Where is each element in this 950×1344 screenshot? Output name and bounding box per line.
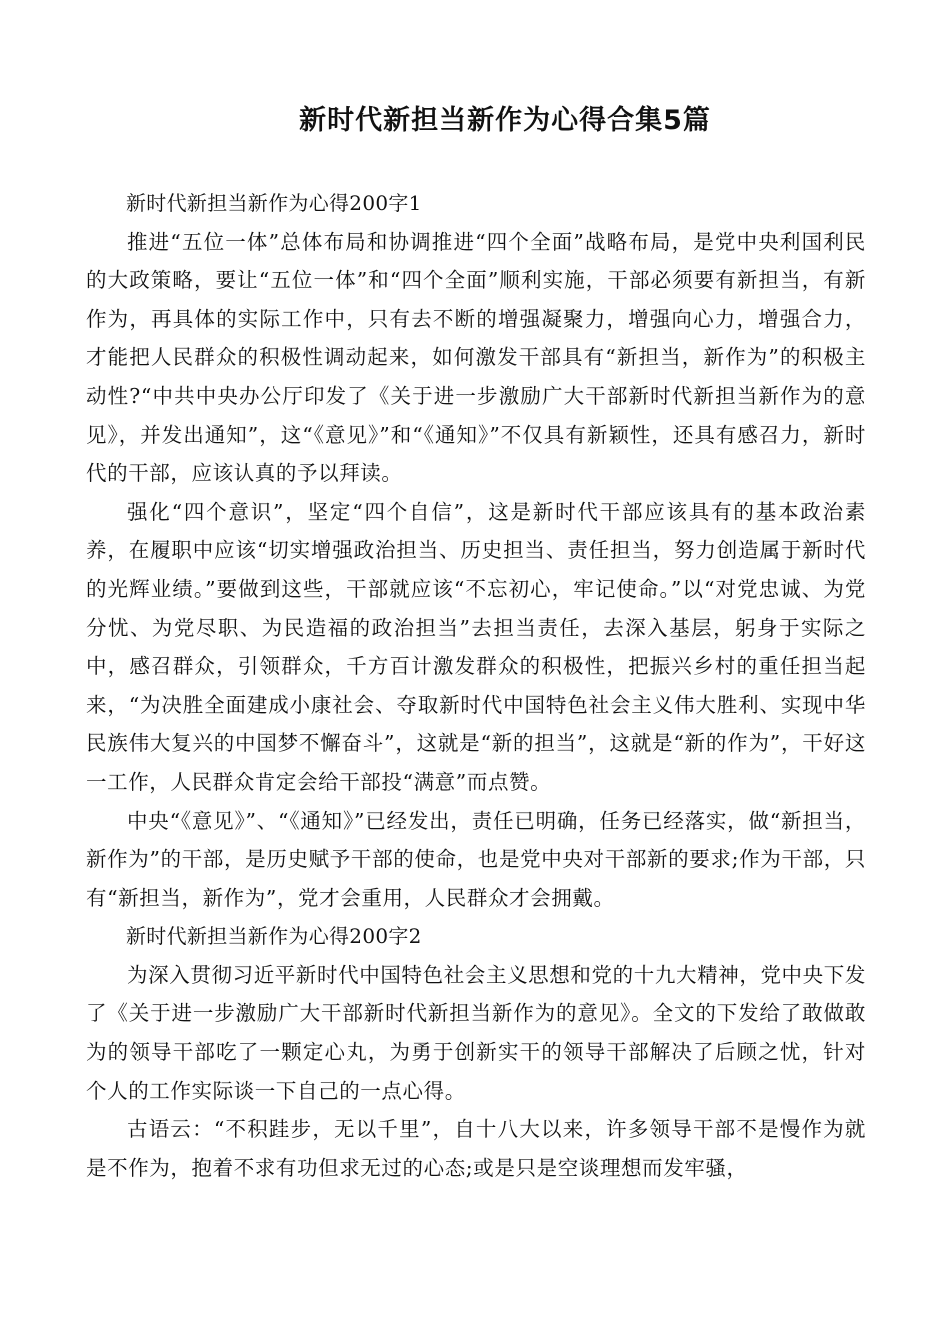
section-heading-2: 新时代新担当新作为心得200字2 bbox=[126, 924, 422, 949]
paragraph-2: 强化“四个意识”，坚定“四个自信”，这是新时代干部应该具有的基本政治素养，在履职中应该“切实增强政治担当、历史担当、责任担当，努力创造属于新时代的光辉业绩。”要做到这些，干部就应该“不忘初心，牢记使命。”以“对党忠诚、为党分忧、为党尽职、为民造福的政治担当”去担当责任，去深入基层，躬身于实际之中，感召群众，引领群众，千方百计激发群众的积极性，把振兴乡村的重任担当起来，“为决胜全面建成小康社会、夺取新时代中国特色社会主义伟大胜利、实现中华民族伟大复兴的中国梦不懈奋斗”，这就是“新的担当”，这就是“新的作为”，干好这一工作，人民群众肯定会给干部投“满意”而点赞。 bbox=[86, 499, 866, 794]
document-body bbox=[86, 184, 866, 1187]
section-heading-1: 新时代新担当新作为心得200字1 bbox=[126, 191, 422, 215]
page-title: 新时代新担当新作为心得合集5篇 bbox=[299, 105, 711, 136]
paragraph-4: 为深入贯彻习近平新时代中国特色社会主义思想和党的十九大精神，党中央下发了《关于进一步激励广大干部新时代新担当新作为的意见》。全文的下发给了敢做敢为的领导干部吃了一颗定心丸，为勇于创新实干的领导干部解决了后顾之忧，针对个人的工作实际谈一下自己的一点心得。 bbox=[86, 962, 866, 1103]
paragraph-3: 中央“《意见》”、“《通知》”已经发出，责任已明确，任务已经落实，做“新担当，新作为”的干部，是历史赋予干部的使命，也是党中央对干部新的要求;作为干部，只有“新担当，新作为”，党才会重用，人民群众才会拥戴。 bbox=[86, 808, 866, 910]
paragraph-5: 古语云：“不积跬步，无以千里”，自十八大以来，许多领导干部不是慢作为就是不作为，抱着不求有功但求无过的心态;或是只是空谈理想而发牢骚， bbox=[86, 1117, 866, 1180]
paragraph-1: 推进“五位一体”总体布局和协调推进“四个全面”战略布局，是党中央利国利民的大政策略，要让“五位一体”和“四个全面”顺利实施，干部必须要有新担当，有新作为，再具体的实际工作中，只有去不断的增强凝聚力，增强向心力，增强合力，才能把人民群众的积极性调动起来，如何激发干部具有“新担当，新作为”的积极主动性?“中共中央办公厅印发了《关于进一步激励广大干部新时代新担当新作为的意见》，并发出通知”，这“《意见》”和“《通知》”不仅具有新颖性，还具有感召力，新时代的干部，应该认真的予以拜读。 bbox=[86, 229, 866, 486]
